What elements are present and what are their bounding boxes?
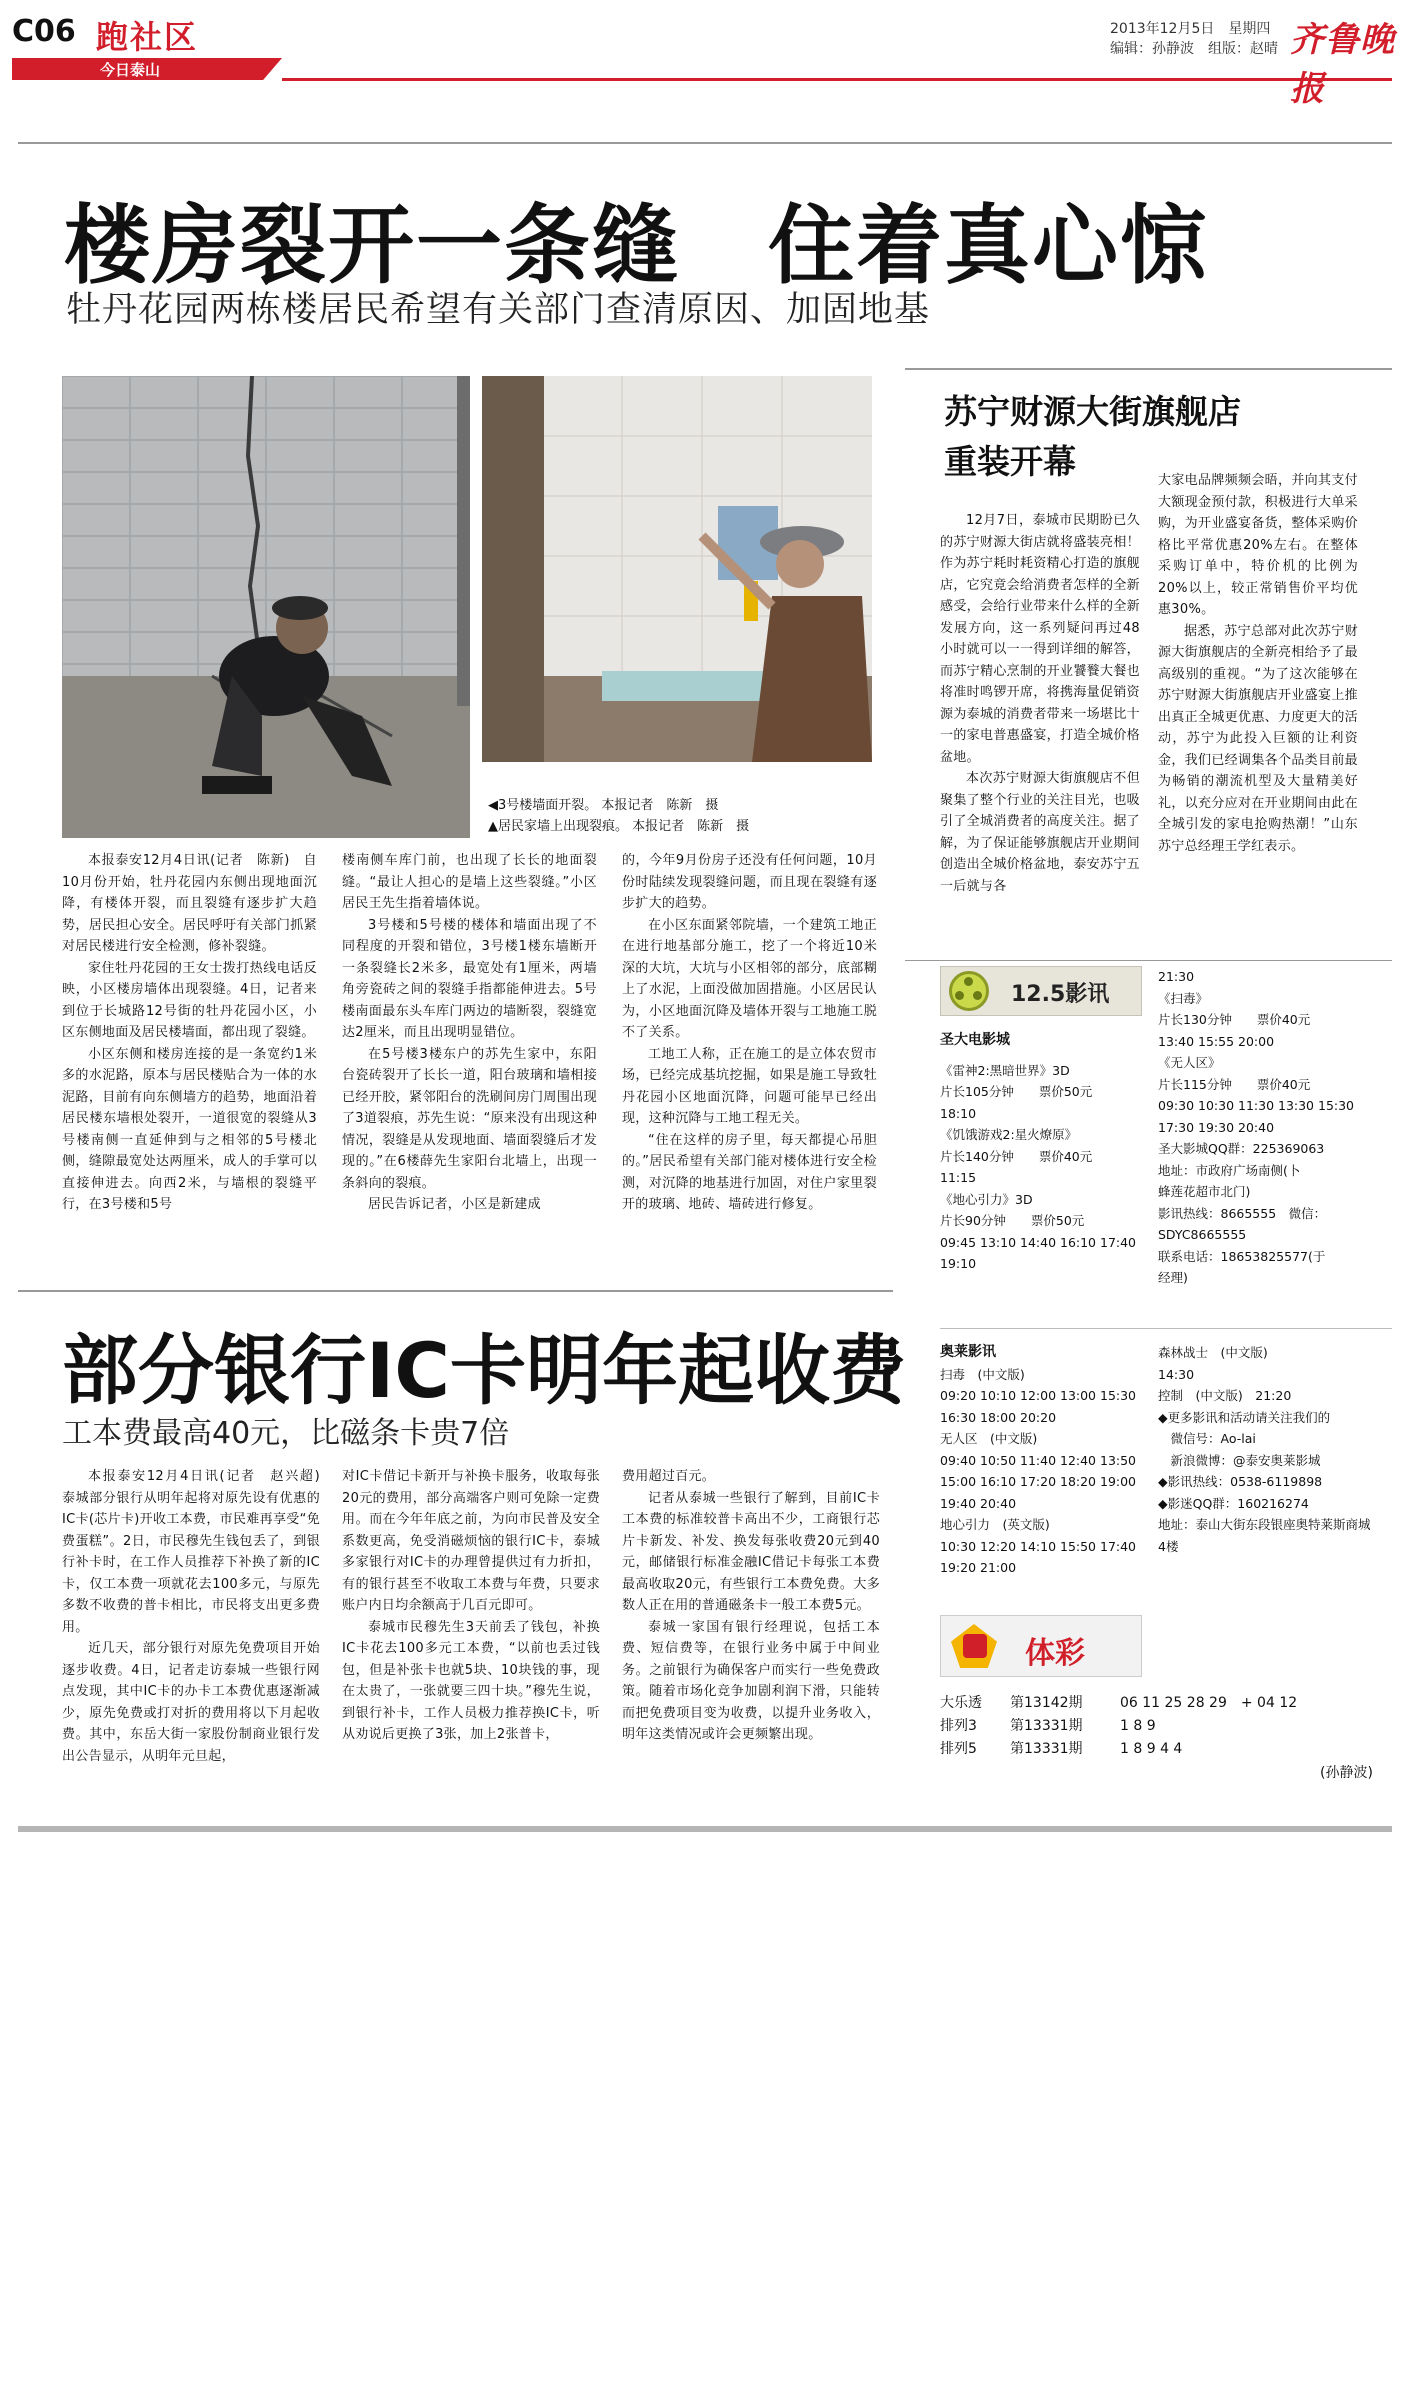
schedule-line: 圣大影城QQ群：225369063 bbox=[1158, 1141, 1325, 1156]
story3-headline: 部分银行IC卡明年起收费 bbox=[62, 1326, 907, 1415]
lottery-row bbox=[940, 1692, 1380, 1715]
story1-column-3 bbox=[622, 850, 877, 1216]
paragraph: 居民告诉记者，小区是新建成 bbox=[368, 1197, 541, 1212]
paragraph: 费用超过百元。 bbox=[622, 1469, 716, 1484]
schedule-line: 《无人区》 bbox=[1158, 1055, 1221, 1070]
paragraph: 记者从泰城一些银行了解到，目前IC卡工本费的标准较普卡高出不少，工商银行芯片卡新发、补发、换发每张收费20元到40元，邮储银行标准金融IC借记卡每张工本费最高收取20元，有些银行工本费免费。大多数人正在用的普通磁条卡一般工本费5元。 bbox=[622, 1490, 880, 1613]
schedule-line: 09:40 10:50 11:40 12:40 13:50 bbox=[940, 1452, 1137, 1468]
schedule-line: 森林战士 (中文版) bbox=[1158, 1345, 1268, 1360]
schedule-line: 蜂莲花超市北门) bbox=[1158, 1184, 1251, 1199]
paragraph: 本报泰安12月4日讯(记者 赵兴超) 泰城部分银行从明年起将对原先设有优惠的IC卡(芯片卡)开收工本费，市民难再享受“免费蛋糕”。2日，市民穆先生钱包丢了，到银行补卡时，在工作人员推荐下补换了新的IC卡，仅工本费一项就花去100多元，与原先多数不收费的普卡相比，市民将支出更多费用。 bbox=[62, 1469, 334, 1635]
schedule-line: 无人区 (中文版) bbox=[940, 1431, 1038, 1446]
schedule-line: 09:20 10:10 12:00 13:00 15:30 bbox=[940, 1388, 1137, 1403]
story3-subhead: 工本费最高40元，比磁条卡贵7倍 bbox=[62, 1416, 510, 1451]
page-code: C06 bbox=[12, 14, 76, 49]
paragraph: 近几天，部分银行对原先免费项目开始逐步收费。4日，记者走访泰城一些银行网点发现，其中IC卡的办卡工本费优惠逐渐减少，原先免费或打对折的费用将以下月起收费。其中，东岳大街一家股份制商业银行发出公告显示，从明年元旦起， bbox=[62, 1641, 320, 1764]
date-line: 2013年12月5日 星期四 bbox=[1110, 21, 1271, 37]
subsection-name: 今日泰山 bbox=[100, 61, 161, 79]
masthead-logo: 齐鲁晚报 bbox=[1290, 20, 1395, 109]
schedule-line: 扫毒 (中文版) bbox=[940, 1366, 1025, 1382]
story3-column-1 bbox=[62, 1466, 334, 1767]
editors-line: 编辑：孙静波 组版：赵晴 bbox=[1110, 41, 1278, 57]
story1-headline: 楼房裂开一条缝 住着真心惊 bbox=[64, 196, 1208, 296]
paragraph: 泰城市民穆先生3天前丢了钱包，补换IC卡花去100多元工本费，“以前也丢过钱包，但是补张卡也就5块、10块钱的事，现在太贵了，一张就要三四十块。”穆先生说，到银行补卡，工作人员极力推荐换IC卡，听从劝说后更换了3张，加上2张普卡， bbox=[342, 1619, 600, 1742]
schedule-line: 微信号：Ao-lai bbox=[1158, 1431, 1256, 1446]
story1-column-2 bbox=[342, 850, 597, 1216]
story1-column-1 bbox=[62, 850, 317, 1216]
schedule-line: 18:10 bbox=[940, 1105, 977, 1121]
schedule-line: ◆更多影讯和活动请关注我们的 bbox=[1158, 1409, 1331, 1425]
paragraph: 的，今年9月份房子还没有任何问题，10月份时陆续发现裂缝问题，而且现在裂缝有逐步扩大的趋势。 bbox=[622, 853, 877, 911]
schedule-line: 片长130分钟 票价40元 bbox=[1158, 1012, 1311, 1027]
paragraph: 在小区东面紧邻院墙，一个建筑工地正在进行地基部分施工，挖了一个将近10米深的大坑，大坑与小区相邻的部分，底部糊上了水泥，上面没做加固措施。小区居民认为，小区地面沉降及墙体开裂与工地施工脱不了关系。 bbox=[622, 917, 877, 1040]
lottery-logo-mark bbox=[963, 1634, 987, 1658]
schedule-line: 《饥饿游戏2:星火燎原》 bbox=[940, 1127, 1078, 1142]
schedule-line: 片长90分钟 票价50元 bbox=[940, 1213, 1085, 1228]
paragraph: 本次苏宁财源大街旗舰店不但聚集了整个行业的关注目光，也吸引了全城消费者的高度关注。据了解，为了保证能够旗舰店开业期间创造出全城价格盆地，泰安苏宁五一后就与各 bbox=[940, 771, 1140, 894]
schedule-line: 19:10 bbox=[940, 1256, 977, 1271]
story1-subhead: 牡丹花园两栋楼居民希望有关部门查清原因、加固地基 bbox=[66, 290, 931, 330]
movies-top-rule bbox=[905, 960, 1392, 961]
paragraph: 小区东侧和楼房连接的是一条宽约1米多的水泥路，原本与居民楼贴合为一体的水泥路，目前有向东侧墙方的趋势，地面沿着居民楼东墙根处裂开，一道很宽的裂缝从3号楼南侧一直延伸到与之相邻的5号楼北侧，缝隙最宽处达两厘米，成人的手掌可以直接伸进去。向西2米，与墙根的裂缝平行，在3号楼和5号 bbox=[62, 1046, 317, 1212]
paragraph: 3号楼和5号楼的楼体和墙面出现了不同程度的开裂和错位，3号楼1楼东墙断开一条裂缝长2米多，最宽处有1厘米，两墙角旁瓷砖之间的裂缝手指都能伸进去。5号楼南面最东头车库门两边的墙断裂，裂缝宽达2厘米，而且出现明显错位。 bbox=[342, 917, 597, 1040]
aolai-right-column bbox=[1158, 1342, 1373, 1557]
paragraph: 对IC卡借记卡新开与补换卡服务，收取每张20元的费用，部分高端客户则可免除一定费用。而在今年年底之前，为向市民普及安全系数更高，免受消磁烦恼的银行IC卡，泰城多家银行对IC卡的办理曾提供过有力折扣，有的银行甚至不收取工本费与年费，只要求账户内日均余额高于几百元即可。 bbox=[342, 1469, 600, 1613]
lottery-numbers: 1 8 9 bbox=[1120, 1718, 1156, 1734]
paragraph: 泰城一家国有银行经理说，包括工本费、短信费等，在银行业务中属于中间业务。之前银行为确保客户而实行一些免费政策。随着市场化竞争加剧利润下滑，只能转而把免费项目变为收费，以提升业务收入，明年这类情况或许会更频繁出现。 bbox=[622, 1619, 880, 1742]
photo-caption-2: ▲居民家墙上出现裂痕。 本报记者 陈新 摄 bbox=[488, 819, 750, 834]
story3-column-3 bbox=[622, 1466, 880, 1746]
story2-headline-2: 重装开幕 bbox=[944, 442, 1076, 481]
lottery-numbers: 1 8 9 4 4 bbox=[1120, 1741, 1183, 1757]
schedule-line: 19:20 21:00 bbox=[940, 1560, 1017, 1575]
lottery-name: 排列3 bbox=[940, 1718, 977, 1734]
lottery-issue: 第13331期 bbox=[1010, 1741, 1083, 1757]
schedule-line: 15:00 16:10 17:20 18:20 19:00 bbox=[940, 1474, 1137, 1489]
story1-top-rule bbox=[18, 142, 1392, 144]
lottery-issue: 第13331期 bbox=[1010, 1718, 1083, 1734]
header-rule bbox=[282, 78, 1392, 81]
story2-column-1 bbox=[940, 510, 1140, 897]
page-bottom-rule bbox=[18, 1826, 1392, 1832]
paragraph: 大家电品牌频频会晤，并向其支付大额现金预付款，积极进行大单采购，为开业盛宴备货，整体采购价格比平常优惠20%左右。在整体采购订单中，特价机的比例为20%以上，较正常销售价平均优惠30%。 bbox=[1158, 473, 1358, 617]
schedule-line: 16:30 18:00 20:20 bbox=[940, 1409, 1057, 1425]
story2-top-rule bbox=[905, 368, 1392, 370]
lottery-row bbox=[940, 1715, 1380, 1738]
schedule-line: 《地心引力》3D bbox=[940, 1191, 1033, 1207]
schedule-line: 联系电话：18653825577(于 bbox=[1158, 1248, 1326, 1264]
photo-caption-1: ◀3号楼墙面开裂。 本报记者 陈新 摄 bbox=[488, 798, 719, 813]
paragraph: “住在这样的房子里，每天都提心吊胆的。”居民希望有关部门能对楼体进行安全检测，对沉降的地基进行加固，对住户家里裂开的玻璃、地砖、墙砖进行修复。 bbox=[622, 1132, 877, 1212]
paragraph: 12月7日，泰城市民期盼已久的苏宁财源大街店就将盛装亮相！作为苏宁耗时耗资精心打造的旗舰店，它究竟会给消费者怎样的全新感受，会给行业带来什么样的全新发展方向，这一系列疑问再过48小时就可以一一得到详细的解答，而苏宁精心烹制的开业饕餮大餐也将准时鸣锣开席，将携海量促销资源为泰城的消费者带来一场堪比十一的家电普惠盛宴，打造全城价格盆地。 bbox=[940, 513, 1140, 765]
schedule-line bbox=[940, 1052, 1140, 1060]
schedule-line: 10:30 12:20 14:10 15:50 17:40 bbox=[940, 1538, 1137, 1554]
schedule-line: 影讯热线：8665555 微信： bbox=[1158, 1205, 1327, 1221]
schedule-line: 13:40 15:55 20:00 bbox=[1158, 1033, 1275, 1049]
schedule-line: 09:45 13:10 14:40 16:10 17:40 bbox=[940, 1234, 1137, 1250]
schedule-line: 地址：泰山大街东段银座奥特莱斯商城4楼 bbox=[1158, 1517, 1371, 1554]
schedule-line: 17:30 19:30 20:40 bbox=[1158, 1119, 1275, 1135]
schedule-line: 地心引力 (英文版) bbox=[940, 1517, 1050, 1532]
schedule-line: 片长115分钟 票价40元 bbox=[1158, 1076, 1311, 1092]
lottery-credit: (孙静波) bbox=[1320, 1765, 1373, 1781]
schedule-line: 11:15 bbox=[940, 1170, 977, 1185]
paragraph: 楼南侧车库门前，也出现了长长的地面裂缝。“最让人担心的是墙上这些裂缝。”小区居民王先生指着墙体说。 bbox=[342, 853, 597, 911]
schedule-line: 地址：市政府广场南侧(卜 bbox=[1158, 1162, 1301, 1178]
paragraph: 家住牡丹花园的王女士拨打热线电话反映，小区楼房墙体出现裂缝。4日，记者来到位于长城路12号街的牡丹花园小区，小区东侧地面及居民楼墙面，都出现了裂缝。 bbox=[62, 960, 317, 1040]
schedule-line: 21:30 bbox=[1158, 969, 1195, 984]
story3-column-2 bbox=[342, 1466, 600, 1746]
schedule-line: 14:30 bbox=[1158, 1366, 1195, 1382]
lottery-issue: 第13142期 bbox=[1010, 1695, 1083, 1711]
schedule-line: 片长105分钟 票价50元 bbox=[940, 1084, 1093, 1099]
movie-badge bbox=[940, 966, 1142, 1016]
movie-badge-label: 12.5影讯 bbox=[1011, 982, 1110, 1007]
paragraph: 工地工人称，正在施工的是立体农贸市场，已经完成基坑挖掘，如果是施工导致牡丹花园小区地面沉降，问题可能早已经出现，这种沉降与工地工程无关。 bbox=[622, 1046, 877, 1126]
section-name: 跑社区 bbox=[96, 18, 199, 56]
lottery-row bbox=[940, 1738, 1380, 1761]
cinema-name: 圣大电影城 bbox=[940, 1032, 1010, 1048]
lottery-numbers: 06 11 25 28 29 + 04 12 bbox=[1120, 1695, 1298, 1711]
paragraph: 在5号楼3楼东户的苏先生家中，东阳台瓷砖裂开了长长一道，阳台玻璃和墙相接已经开胶，紧邻阳台的洗刷间房门周围出现了3道裂痕，苏先生说：“原来没有出现这种情况，裂缝是从发现地面、墙面裂缝后才发现的。”在6楼薛先生家阳台北墙上，出现一条斜向的裂痕。 bbox=[342, 1046, 598, 1191]
wall-crack-photo bbox=[62, 376, 470, 838]
schedule-line: ◆影讯热线：0538-6119898 bbox=[1158, 1474, 1323, 1489]
lottery-table bbox=[940, 1692, 1380, 1761]
movies-left-column bbox=[940, 1030, 1140, 1275]
schedule-line: 19:40 20:40 bbox=[940, 1495, 1017, 1511]
schedule-line: 新浪微博：@泰安奥莱影城 bbox=[1158, 1452, 1321, 1468]
schedule-line: 经理) bbox=[1158, 1270, 1188, 1285]
paragraph: 本报泰安12月4日讯(记者 陈新) 自10月份开始，牡丹花园内东侧出现地面沉降，有楼体开裂，而且裂缝有逐步扩大趋势，居民担心安全。居民呼吁有关部门抓紧对居民楼进行安全检测，修补裂缝。 bbox=[62, 853, 317, 954]
schedule-line: 片长140分钟 票价40元 bbox=[940, 1148, 1093, 1164]
film-reel-icon bbox=[949, 971, 989, 1011]
schedule-line: 09:30 10:30 11:30 13:30 15:30 bbox=[1158, 1098, 1355, 1113]
lottery-badge-label: 体彩 bbox=[1025, 1636, 1085, 1671]
movies-divider bbox=[940, 1328, 1392, 1329]
paragraph: 据悉，苏宁总部对此次苏宁财源大街旗舰店的全新亮相给予了最高级别的重视。“为了这次能够在苏宁财源大街旗舰店开业盛宴上推出真正全城更优惠、力度更大的活动，苏宁为此投入巨额的让利资金，我们已经调集各个品类目前最为畅销的潮流机型及大量精美好礼，以充分应对在开业期间由此在全城引发的家电抢购热潮！”山东苏宁总经理王学红表示。 bbox=[1158, 623, 1358, 854]
lottery-name: 大乐透 bbox=[940, 1695, 982, 1711]
lottery-badge bbox=[940, 1615, 1142, 1677]
schedule-line: SDYC8665555 bbox=[1158, 1227, 1247, 1242]
schedule-line: 《扫毒》 bbox=[1158, 990, 1209, 1006]
schedule-line: ◆影迷QQ群：160216274 bbox=[1158, 1495, 1309, 1511]
movies-right-column bbox=[1158, 966, 1373, 1289]
story2-column-2 bbox=[1158, 470, 1358, 857]
story2-headline: 苏宁财源大街旗舰店 bbox=[944, 392, 1241, 431]
story3-top-rule bbox=[18, 1290, 893, 1292]
cinema-name: 奥莱影讯 bbox=[940, 1344, 996, 1360]
apartment-crack-photo bbox=[482, 376, 872, 762]
schedule-line: 控制 (中文版) 21:20 bbox=[1158, 1388, 1292, 1403]
aolai-left-column bbox=[940, 1342, 1145, 1579]
lottery-name: 排列5 bbox=[940, 1741, 977, 1757]
schedule-line: 《雷神2:黑暗世界》3D bbox=[940, 1062, 1070, 1078]
